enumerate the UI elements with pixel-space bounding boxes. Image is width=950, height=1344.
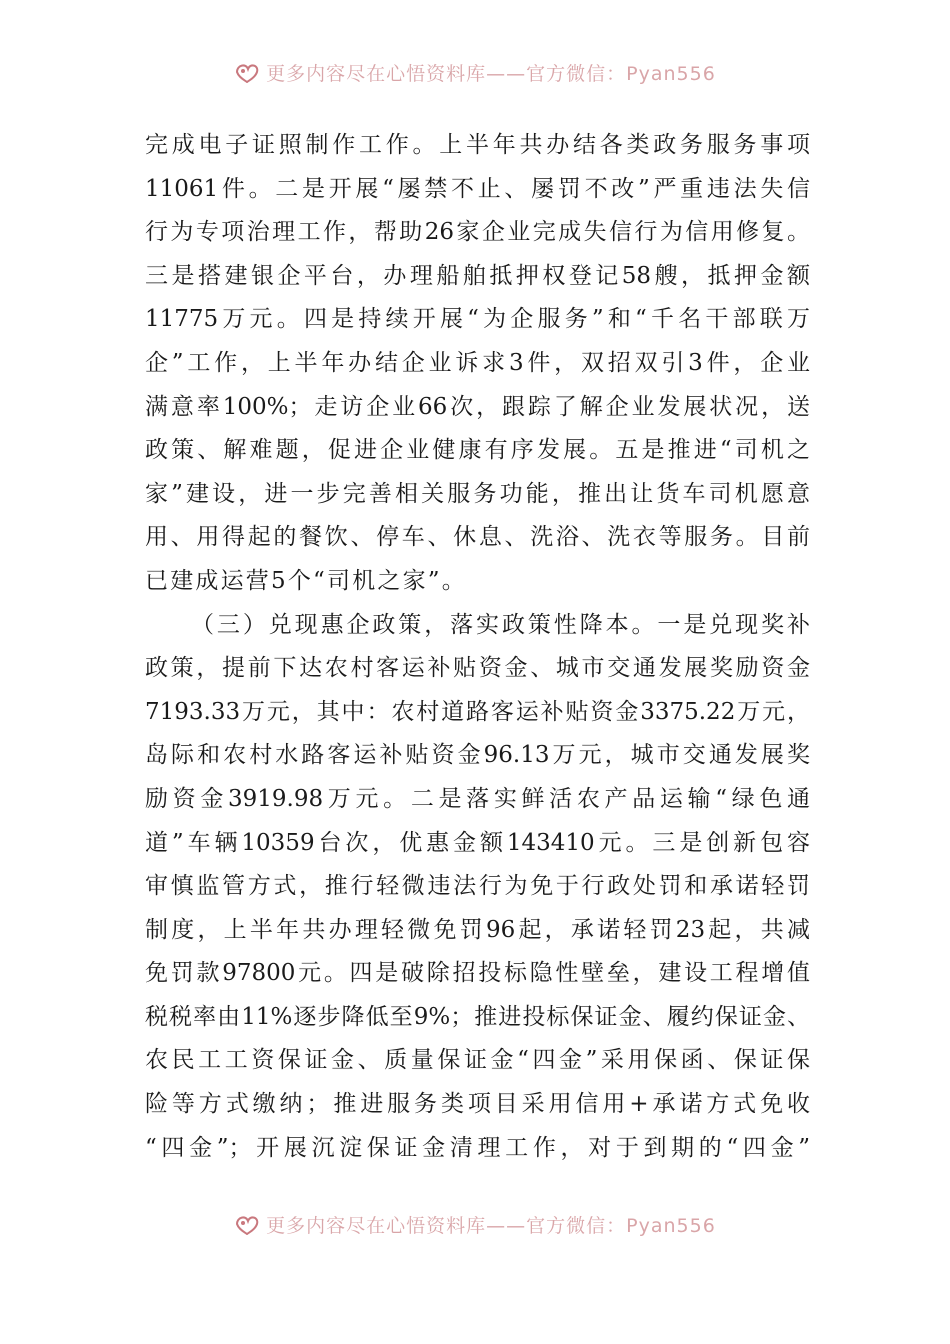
text-line: 三是搭建银企平台，办理船舶抵押权登记58艘，抵押金额 [145,262,810,289]
text-line: 11775万元。四是持续开展“为企服务”和“千名干部联万 [145,306,810,333]
text-line: 农民工工资保证金、质量保证金“四金”采用保函、保证保 [145,1047,810,1074]
footer-watermark-text: 更多内容尽在心悟资料库——官方微信：Pyan556 [266,1214,716,1237]
text-line: 岛际和农村水路客运补贴资金96.13万元，城市交通发展奖 [145,742,810,769]
brand-logo-icon [234,61,260,83]
text-line: 已建成运营5个“司机之家”。 [145,567,467,594]
text-line: 险等方式缴纳；推进服务类项目采用信用+承诺方式免收 [145,1091,810,1118]
paragraph-2 [145,604,810,1171]
document-body [145,124,810,1170]
footer-watermark-banner [0,1208,950,1240]
text-line: 道”车辆10359台次，优惠金额143410元。三是创新包容 [145,829,810,856]
text-line: 7193.33万元，其中：农村道路客运补贴资金3375.22万元， [145,698,810,725]
text-line: 励资金3919.98万元。二是落实鲜活农产品运输“绿色通 [145,785,810,812]
text-line: 免罚款97800元。四是破除招投标隐性壁垒，建设工程增值 [145,960,810,987]
text-line: 行为专项治理工作，帮助26家企业完成失信行为信用修复。 [145,219,810,246]
text-line: 政策、解难题，促进企业健康有序发展。五是推进“司机之 [145,437,810,464]
brand-logo-icon [234,1213,260,1235]
text-line: 满意率100%；走访企业66次，跟踪了解企业发展状况，送 [145,393,810,420]
text-line: 11061件。二是开展“屡禁不止、屡罚不改”严重违法失信 [145,175,810,202]
paragraph-1 [145,124,810,604]
header-watermark-banner [0,56,950,88]
text-line: 制度，上半年共办理轻微免罚96起，承诺轻罚23起，共减 [145,916,810,943]
text-line: 家”建设，进一步完善相关服务功能，推出让货车司机愿意 [145,480,810,507]
text-line: 用、用得起的餐饮、停车、休息、洗浴、洗衣等服务。目前 [145,524,810,551]
text-line: 完成电子证照制作工作。上半年共办结各类政务服务事项 [145,132,810,158]
text-line: 企”工作，上半年办结企业诉求3件，双招双引3件，企业 [145,349,810,376]
text-line: （三）兑现惠企政策，落实政策性降本。一是兑现奖补 [191,611,810,638]
text-line: “四金”；开展沉淀保证金清理工作，对于到期的“四金” [145,1134,810,1161]
text-line: 税税率由11%逐步降低至9%；推进投标保证金、履约保证金、 [145,1003,810,1030]
text-line: 审慎监管方式，推行轻微违法行为免于行政处罚和承诺轻罚 [145,873,810,900]
text-line: 政策，提前下达农村客运补贴资金、城市交通发展奖励资金 [145,655,810,682]
header-watermark-text: 更多内容尽在心悟资料库——官方微信：Pyan556 [266,62,716,85]
